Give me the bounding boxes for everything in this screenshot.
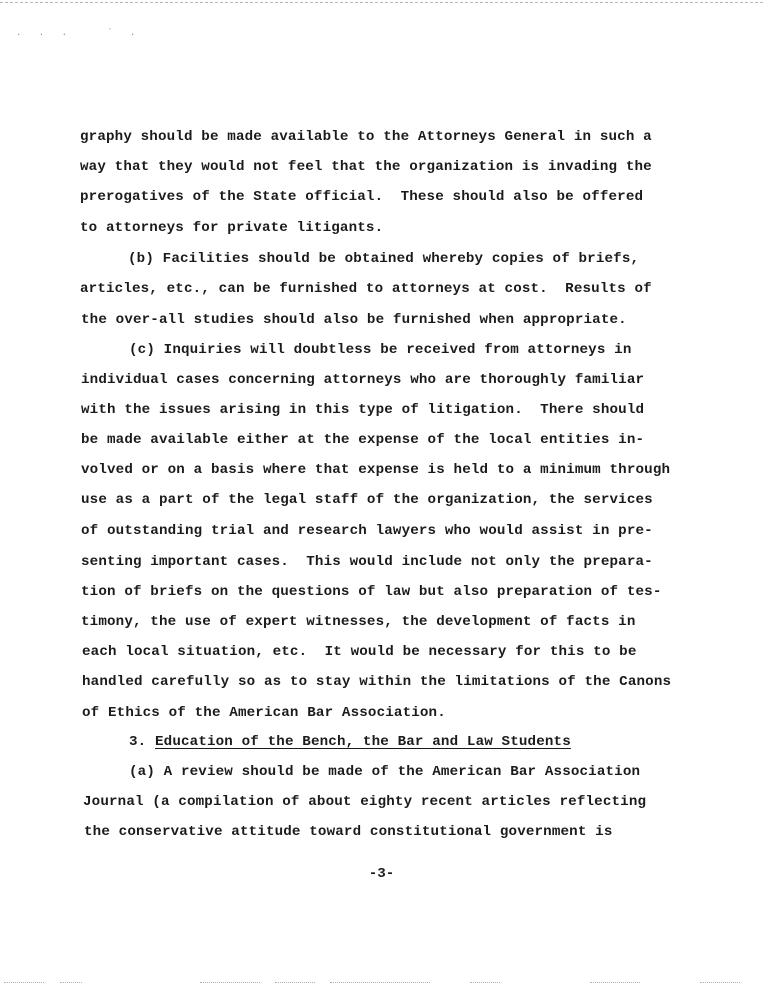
text-line: (a) A review should be made of the American Bar Association <box>129 764 641 780</box>
bottom-edge-marks <box>0 978 763 988</box>
text-line: the conservative attitude toward constitutional government is <box>84 824 613 840</box>
scan-corner-marks: . . . ` . <box>16 28 142 38</box>
text-line: use as a part of the legal staff of the organization, the services <box>81 492 653 508</box>
text-line: way that they would not feel that the organization is invading the <box>80 159 652 175</box>
text-line: (b) Facilities should be obtained whereby copies of briefs, <box>128 251 640 267</box>
text-line: tion of briefs on the questions of law but also preparation of tes- <box>81 584 662 600</box>
section-title: Education of the Bench, the Bar and Law Students <box>155 734 571 750</box>
text-line: individual cases concerning attorneys who are thoroughly familiar <box>81 372 645 388</box>
text-line: to attorneys for private litigants. <box>80 220 384 236</box>
text-line: handled carefully so as to stay within the limitations of the Canons <box>82 674 672 690</box>
text-line: each local situation, etc. It would be necessary for this to be <box>82 644 637 660</box>
section-number: 3. <box>129 734 147 750</box>
text-line: prerogatives of the State official. These should also be offered <box>80 189 644 205</box>
text-line: Journal (a compilation of about eighty recent articles reflecting <box>83 794 647 810</box>
page-number: -3- <box>368 866 395 882</box>
text-line: volved or on a basis where that expense is held to a minimum through <box>81 462 671 478</box>
text-line: graphy should be made available to the Attorneys General in such a <box>80 129 652 145</box>
text-line: timony, the use of expert witnesses, the development of facts in <box>81 614 636 630</box>
text-line: of outstanding trial and research lawyers who would assist in pre- <box>81 523 653 539</box>
text-line: articles, etc., can be furnished to attorneys at cost. Results of <box>80 281 652 297</box>
text-line: of Ethics of the American Bar Association. <box>82 705 446 721</box>
text-line: senting important cases. This would include not only the prepara- <box>81 554 653 570</box>
text-line: with the issues arising in this type of litigation. There should <box>81 402 645 418</box>
text-line: (c) Inquiries will doubtless be received from attorneys in <box>129 342 632 358</box>
text-line: be made available either at the expense of the local entities in- <box>81 432 645 448</box>
text-line: the over-all studies should also be furnished when appropriate. <box>81 312 627 328</box>
section-heading <box>129 733 571 751</box>
